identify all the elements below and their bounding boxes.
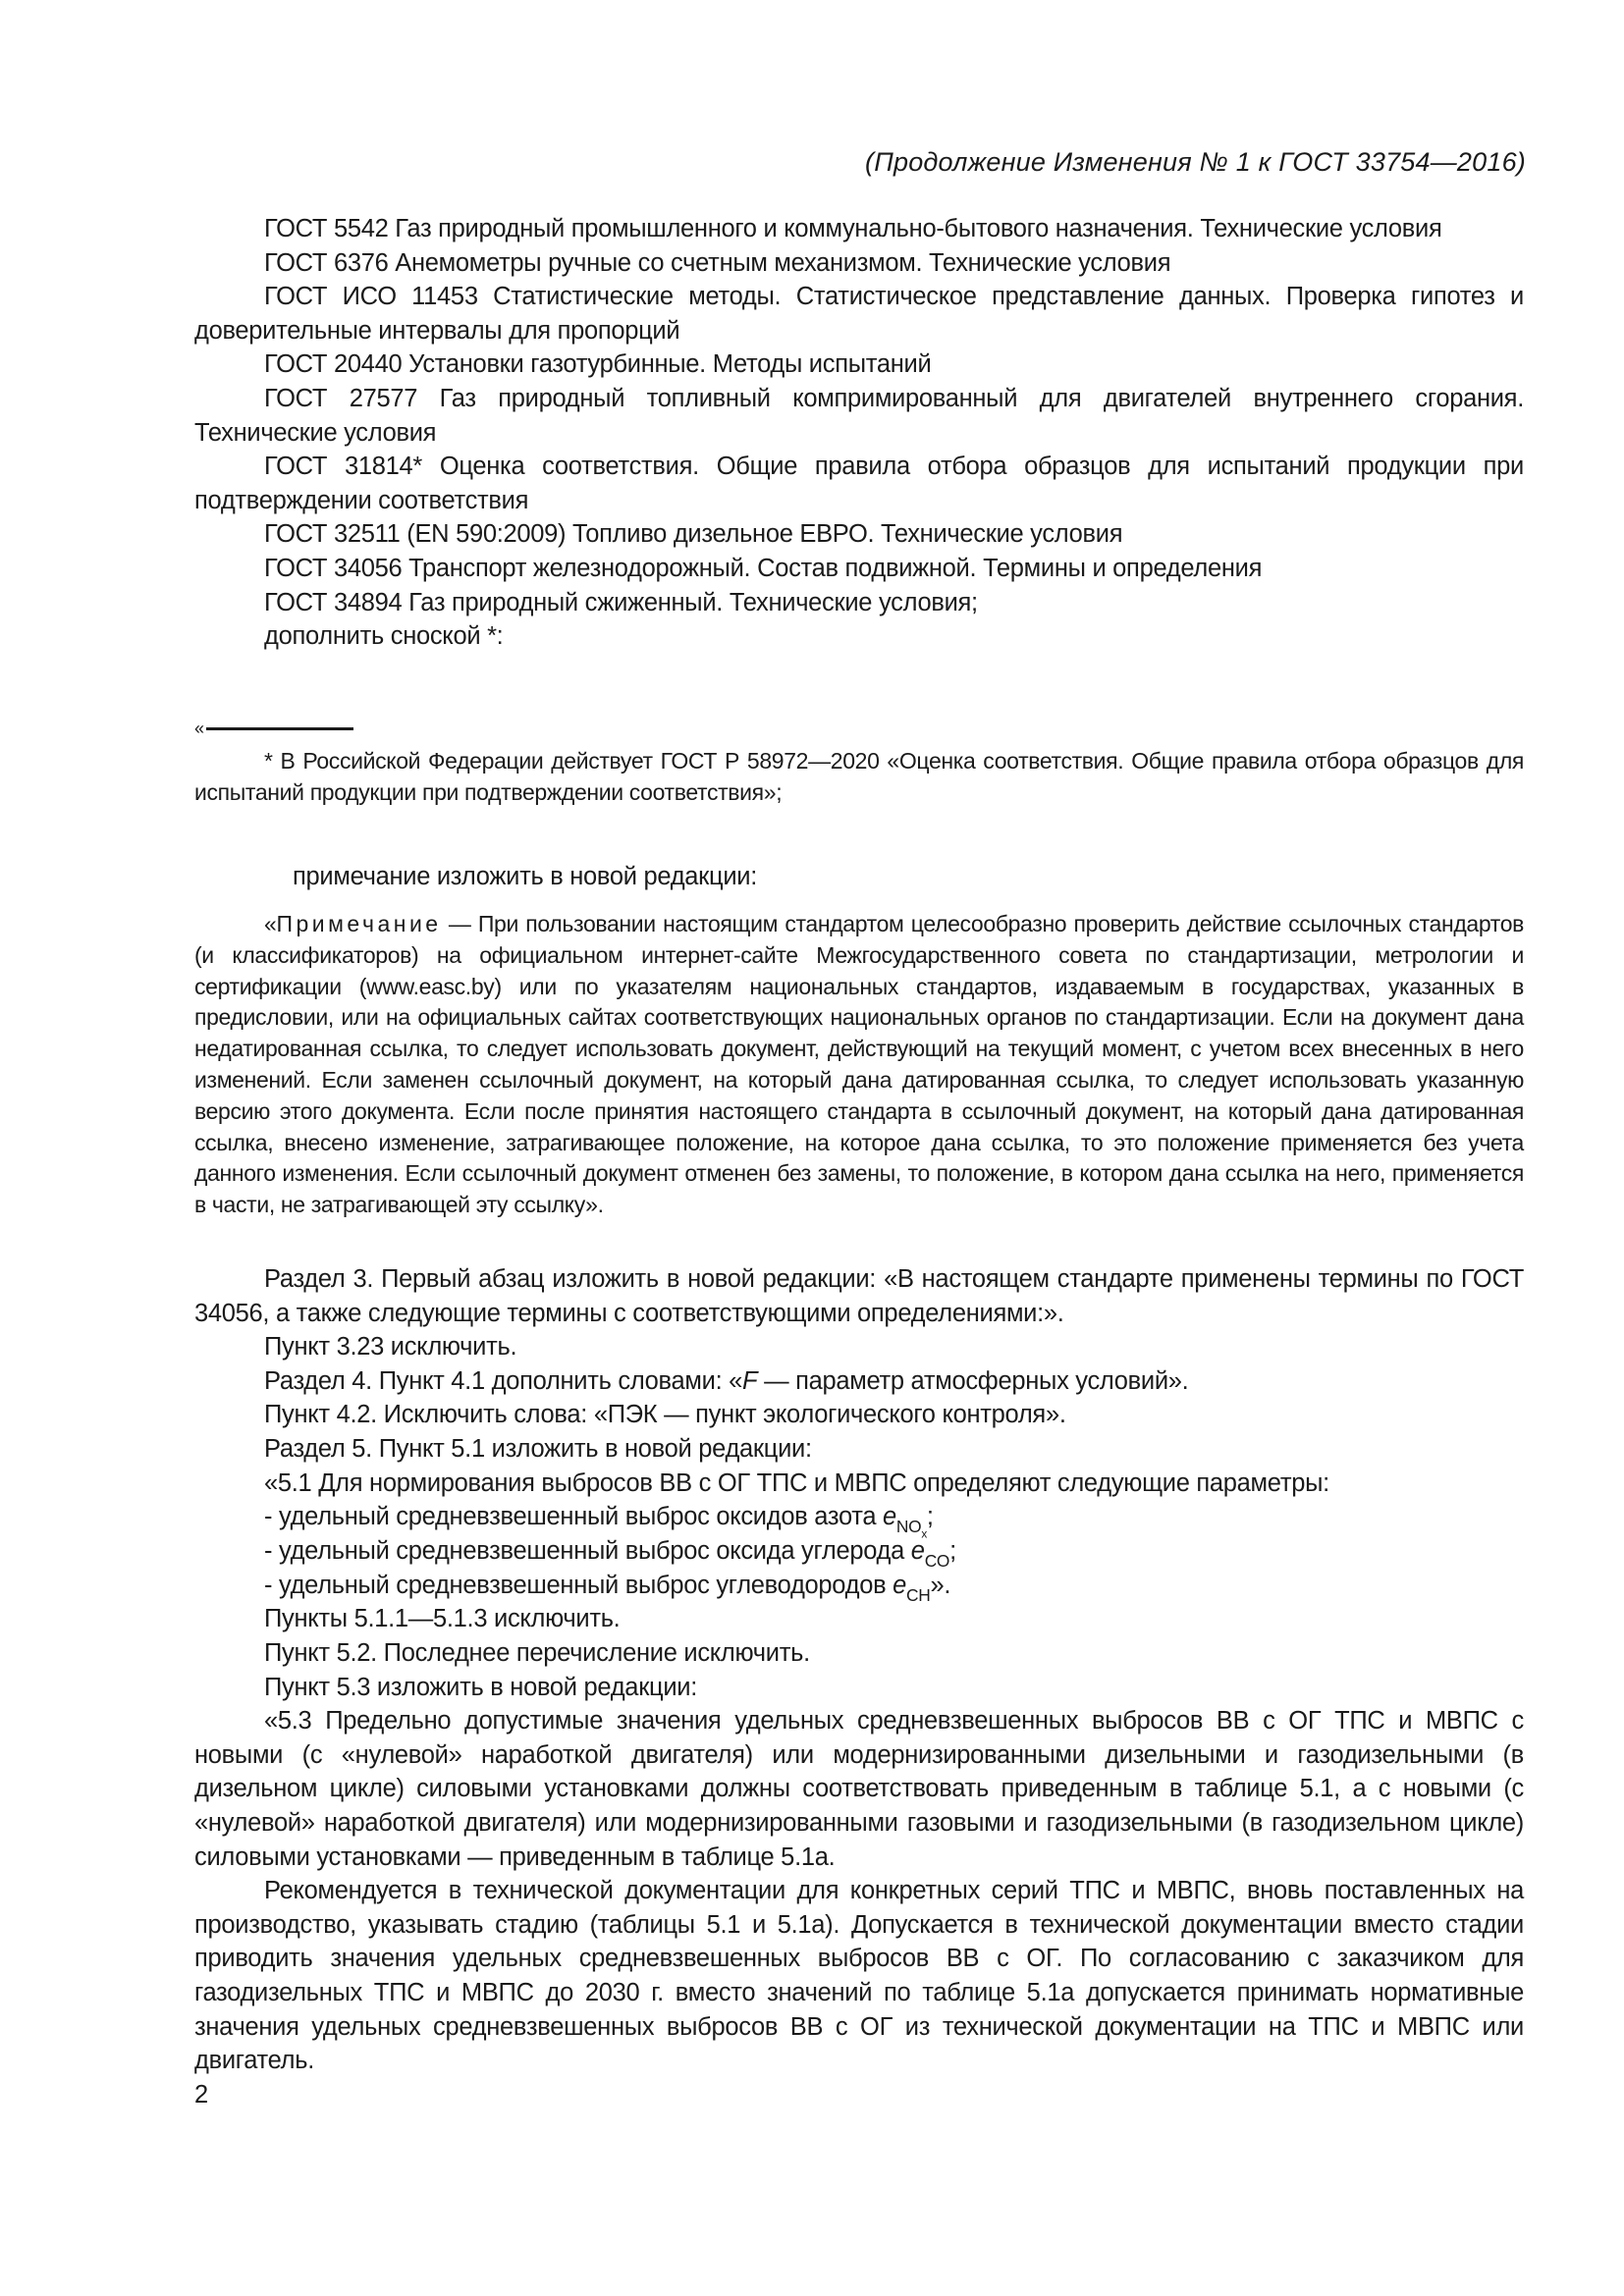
- note-block: [194, 909, 1524, 1221]
- parameter-nox: - удельный средневзвешенный выброс оксидов азота $e_{NO_x}$;: [264, 1503, 934, 1541]
- amendment-item-4-2: Пункт 4.2. Исключить слова: «ПЭК — пункт экологического контроля».: [264, 1401, 1066, 1429]
- symbol-f: F: [742, 1366, 758, 1395]
- reference-item: ГОСТ 32511 (EN 590:2009) Топливо дизельное ЕВРО. Технические условия: [264, 520, 1123, 549]
- amendment-section-3: Раздел 3. Первый абзац изложить в новой редакции: «В настоящем стандарте применены термины по ГОСТ 34056, а также следующие термины с соответствующими определениями:».: [194, 1265, 1524, 1327]
- reference-item: ГОСТ 27577 Газ природный топливный компримированный для двигателей внутреннего сгорания. Технические условия: [194, 384, 1524, 447]
- normative-references: [194, 212, 1524, 654]
- footnote-rule: [206, 727, 353, 730]
- page-header-continuation: (Продолжение Изменения № 1 к ГОСТ 33754—2016): [865, 147, 1526, 177]
- note-text: «Примечание — При пользовании настоящим стандартом целесообразно проверить действие ссылочных стандартов (и классификаторов) на официальном интернет-сайте Межгосударственного совета по стандартизации, метрологии и сертификации (www.easc.by) или по указателям национальных стандартов, издаваемым в государствах, указанных в предисловии, или на официальных сайтах соответствующих национальных органов по стандартизации. Если на документ дана недатированная ссылка, то следует использовать документ, действующий на текущий момент, с учетом всех внесенных в него изменений. Если заменен ссылочный документ, на который дана датированная ссылка, то следует использовать указанную версию этого документа. Если после принятия настоящего стандарта в ссылочный документ, на который дана датированная ссылка, внесено изменение, затрагивающее положение, на которое дана ссылка, то это положение применяется без учета данного изменения. Если ссылочный документ отменен без замены, то положение, в котором дана ссылка на него, применяется в части, не затрагивающей эту ссылку».: [194, 911, 1524, 1218]
- amendment-item-5-3-instruction: Пункт 5.3 изложить в новой редакции:: [264, 1673, 698, 1701]
- reference-item: ГОСТ 34894 Газ природный сжиженный. Технические условия;: [264, 588, 978, 616]
- footnote-text: * В Российской Федерации действует ГОСТ Р 58972—2020 «Оценка соответствия. Общие правила отбора образцов для испытаний продукции при подтверждении соответствия»;: [194, 748, 1524, 805]
- page-number: 2: [194, 2081, 209, 2109]
- footnote: [194, 746, 1524, 809]
- reference-item: ГОСТ 34056 Транспорт железнодорожный. Состав подвижной. Термины и определения: [264, 554, 1263, 582]
- reference-item: ГОСТ 31814* Оценка соответствия. Общие правила отбора образцов для испытаний продукции при подтверждении соответствия: [194, 453, 1524, 514]
- reference-item: ГОСТ ИСО 11453 Статистические методы. Статистическое представление данных. Проверка гипотез и доверительные интервалы для пропорций: [194, 283, 1524, 345]
- amendment-items-5-1-1-5-1-3: Пункты 5.1.1—5.1.3 исключить.: [264, 1605, 621, 1633]
- recommendation-paragraph: Рекомендуется в технической документации для конкретных серий ТПС и МВПС, вновь поставленных на производство, указывать стадию (таблицы 5.1 и 5.1а). Допускается в технической документации вместо стадии приводить значения удельных средневзвешенных выбросов ВВ с ОГ. По согласованию с заказчиком для газодизельных ТПС и МВПС до 2030 г. вместо значений по таблице 5.1а допускается принимать нормативные значения удельных средневзвешенных выбросов ВВ с ОГ из технической документации на ТПС и МВПС или двигатель.: [194, 1877, 1524, 2075]
- amendment-section-4: Раздел 4. Пункт 4.1 дополнить словами: «F — параметр атмосферных условий».: [264, 1366, 1189, 1395]
- amendment-item-5-3: «5.3 Предельно допустимые значения удельных средневзвешенных выбросов ВВ с ОГ ТПС и МВПС с новыми (с «нулевой» наработкой двигателя) или модернизированными дизельными и газодизельными (в дизельном цикле) силовыми установками должны соответствовать приведенным в таблице 5.1, а с новыми (с «нулевой» наработкой двигателя) или модернизированными газовыми и газодизельными (в газодизельном цикле) силовыми установками — приведенным в таблице 5.1а.: [194, 1707, 1524, 1871]
- footnote-open-quote: «: [194, 719, 205, 738]
- amendment-section-5: Раздел 5. Пункт 5.1 изложить в новой редакции:: [264, 1434, 812, 1463]
- note-instruction: примечание изложить в новой редакции:: [293, 863, 757, 890]
- amendments: [194, 1262, 1524, 2078]
- amendment-item-5-1: «5.1 Для нормирования выбросов ВВ с ОГ ТПС и МВПС определяют следующие параметры:: [264, 1468, 1329, 1497]
- add-footnote-instruction: дополнить сноской *:: [264, 622, 504, 651]
- note-label: Примечание: [276, 911, 442, 936]
- parameter-ch: - удельный средневзвешенный выброс углеводородов $e_{CH}$».: [264, 1571, 951, 1605]
- parameter-co: - удельный средневзвешенный выброс оксида углерода $e_{CO}$;: [264, 1537, 956, 1572]
- amendment-item-5-2: Пункт 5.2. Последнее перечисление исключить.: [264, 1639, 810, 1668]
- amendment-item-3-23: Пункт 3.23 исключить.: [264, 1333, 517, 1362]
- reference-item: ГОСТ 20440 Установки газотурбинные. Методы испытаний: [264, 350, 932, 379]
- footnote-separator: [194, 720, 353, 737]
- reference-item: ГОСТ 5542 Газ природный промышленного и коммунально-бытового назначения. Технические условия: [264, 215, 1442, 242]
- note-instruction-block: [194, 860, 1524, 894]
- reference-item: ГОСТ 6376 Анемометры ручные со счетным механизмом. Технические условия: [264, 248, 1171, 277]
